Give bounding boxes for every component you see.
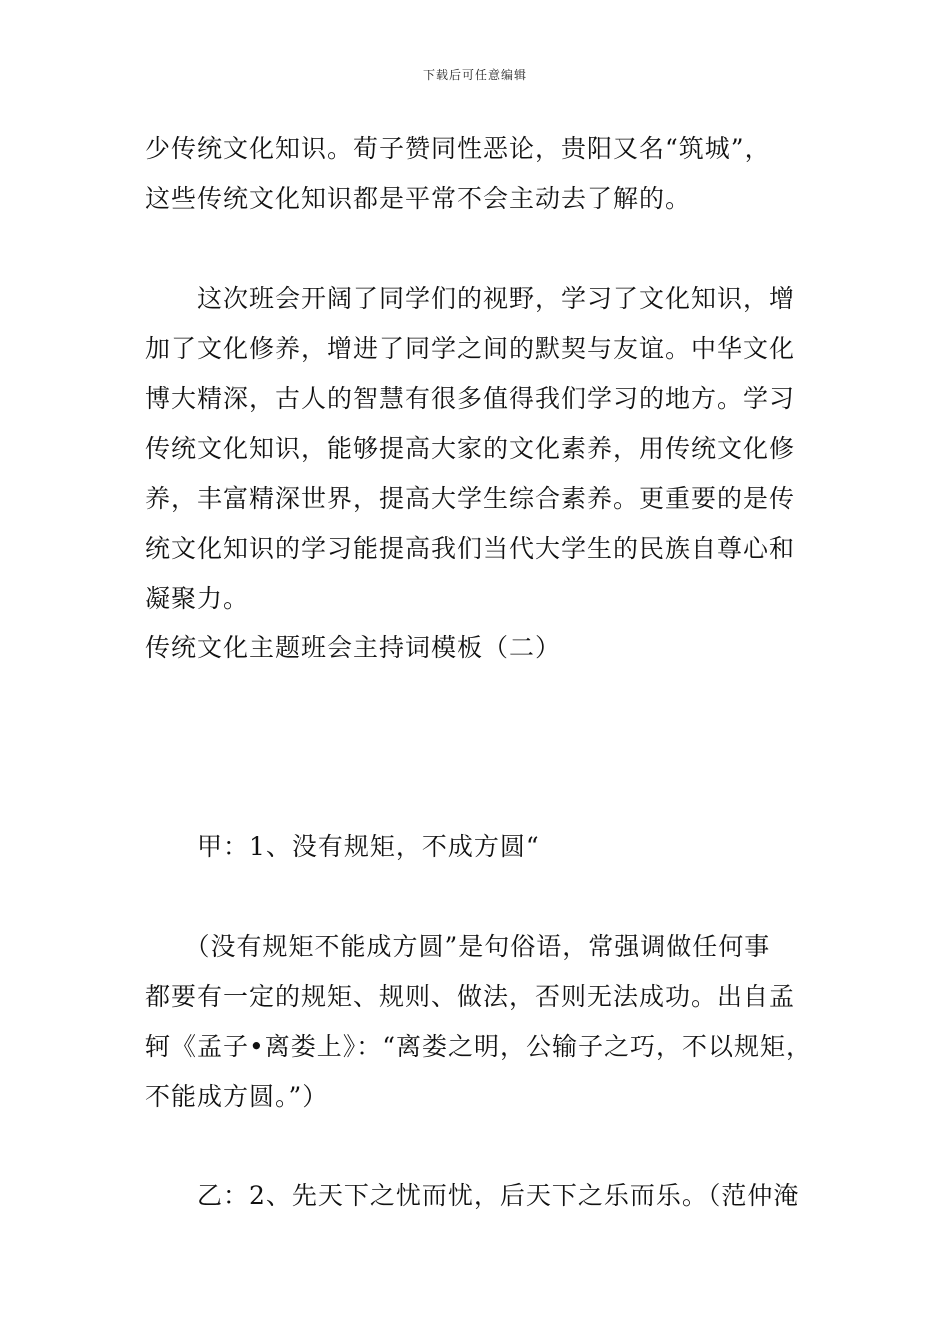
body-text-line: 甲：1、没有规矩，不成方圆“ — [145, 832, 540, 861]
body-text-line: 博大精深，古人的智慧有很多值得我们学习的地方。学习 — [145, 384, 796, 413]
body-text-line: 传统文化知识，能够提高大家的文化素养，用传统文化修 — [145, 434, 796, 463]
body-text-line: （没有规矩不能成方圆”是句俗语，常强调做任何事 — [145, 932, 771, 961]
body-text-line: 轲《孟子•离娄上》：“离娄之明，公输子之巧，不以规矩， — [145, 1032, 813, 1061]
body-text-line: 少传统文化知识。荀子赞同性恶论，贵阳又名“筑城”， — [145, 134, 771, 163]
body-text-line: 这次班会开阔了同学们的视野，学习了文化知识，增 — [145, 284, 796, 313]
page-header-note: 下载后可任意编辑 — [422, 68, 527, 82]
section-heading: 传统文化主题班会主持词模板（二） — [145, 633, 562, 662]
body-text-line: 这些传统文化知识都是平常不会主动去了解的。 — [145, 184, 692, 213]
body-text-line: 养，丰富精深世界，提高大学生综合素养。更重要的是传 — [145, 484, 796, 513]
body-text-line: 不能成方圆。”） — [145, 1082, 329, 1111]
body-text-line: 都要有一定的规矩、规则、做法，否则无法成功。出自孟 — [145, 982, 796, 1011]
body-text-line: 加了文化修养，增进了同学之间的默契与友谊。中华文化 — [145, 334, 796, 363]
body-text-line: 乙：2、先天下之忧而忧，后天下之乐而乐。（范仲淹 — [145, 1181, 800, 1210]
body-text-line: 凝聚力。 — [145, 584, 250, 613]
body-text-line: 统文化知识的学习能提高我们当代大学生的民族自尊心和 — [145, 534, 796, 563]
